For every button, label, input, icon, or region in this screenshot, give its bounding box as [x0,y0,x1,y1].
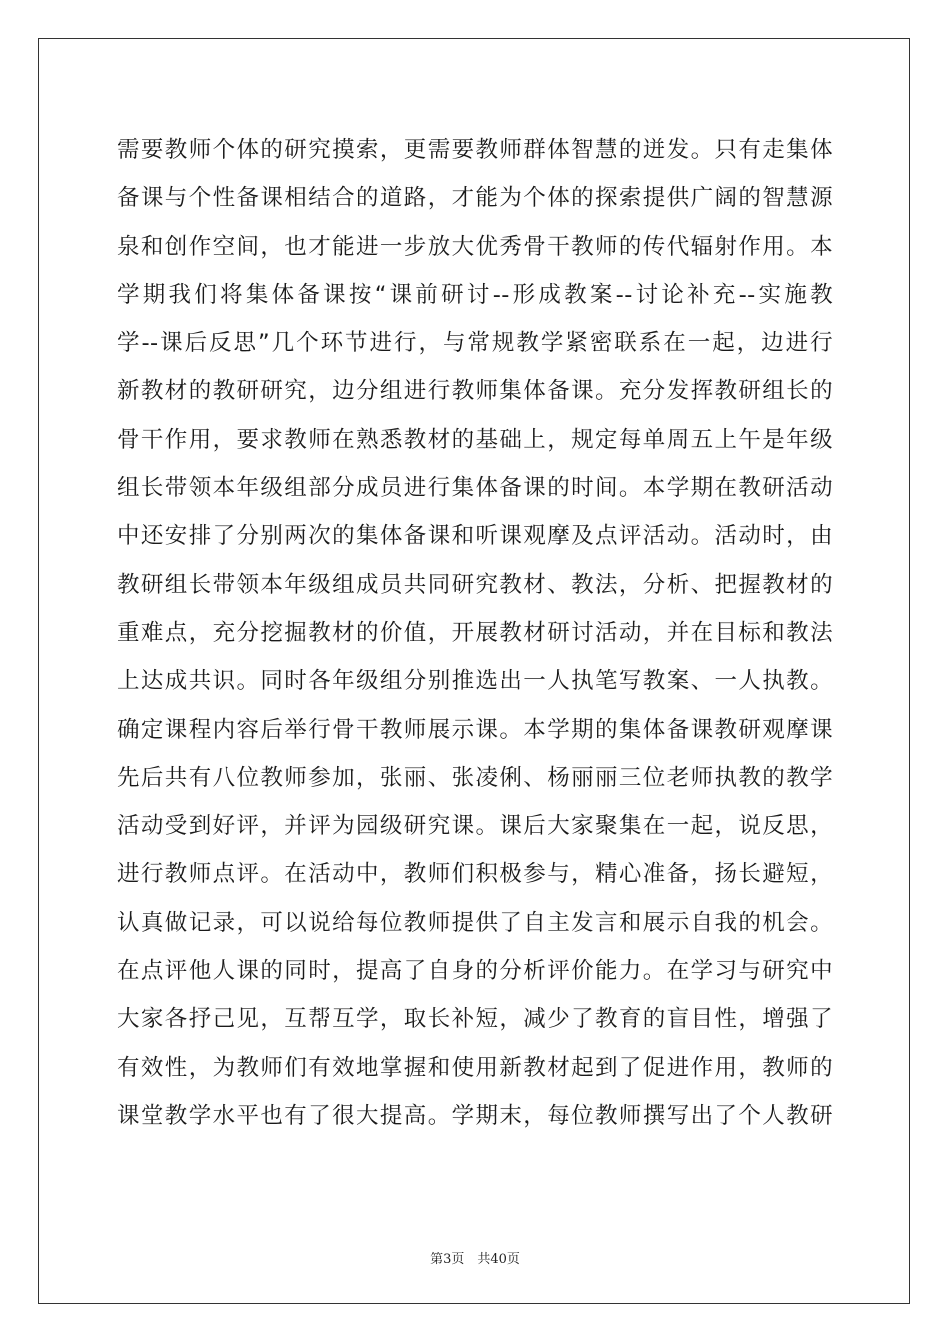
text-line: 课堂教学水平也有了很大提高。学期末，每位教师撰写出了个人教研 [117,1102,833,1129]
text-line: 上达成共识。同时各年级组分别推选出一人执笔写教案、一人执教。 [117,668,833,695]
body-text [117,126,833,1140]
text-line: 确定课程内容后举行骨干教师展示课。本学期的集体备课教研观摩课 [117,716,833,743]
text-line: 学--课后反思”几个环节进行，与常规教学紧密联系在一起，边进行 [117,330,833,357]
text-line: 学期我们将集体备课按“课前研讨--形成教案--讨论补充--实施教 [117,281,833,308]
text-line: 重难点，充分挖掘教材的价值，开展教材研讨活动，并在目标和教法 [117,619,833,646]
text-line: 备课与个性备课相结合的道路，才能为个体的探索提供广阔的智慧源 [117,185,833,212]
text-line: 中还安排了分别两次的集体备课和听课观摩及点评活动。活动时，由 [117,523,833,550]
text-line: 需要教师个体的研究摸索，更需要教师群体智慧的迸发。只有走集体 [117,137,833,163]
text-line: 教研组长带领本年级组成员共同研究教材、教法，分析、把握教材的 [117,571,833,598]
text-line: 进行教师点评。在活动中，教师们积极参与，精心准备，扬长避短， [117,861,833,888]
text-line: 组长带领本年级组部分成员进行集体备课的时间。本学期在教研活动 [117,475,833,502]
text-line: 活动受到好评，并评为园级研究课。课后大家聚集在一起，说反思， [117,813,833,840]
text-line: 泉和创作空间，也才能进一步放大优秀骨干教师的传代辐射作用。本 [117,233,833,260]
page-number-footer: 第3页 共40页 [430,1252,520,1267]
text-line: 认真做记录，可以说给每位教师提供了自主发言和展示自我的机会。 [117,909,833,936]
text-line: 骨干作用，要求教师在熟悉教材的基础上，规定每单周五上午是年级 [117,426,833,453]
text-line: 在点评他人课的同时，提高了自身的分析评价能力。在学习与研究中 [117,958,833,985]
text-line: 有效性，为教师们有效地掌握和使用新教材起到了促进作用，教师的 [117,1054,833,1081]
text-line: 大家各抒己见，互帮互学，取长补短，减少了教育的盲目性，增强了 [117,1006,833,1033]
text-line: 新教材的教研研究，边分组进行教师集体备课。充分发挥教研组长的 [117,378,833,405]
text-line: 先后共有八位教师参加，张丽、张凌俐、杨丽丽三位老师执教的教学 [117,764,833,791]
